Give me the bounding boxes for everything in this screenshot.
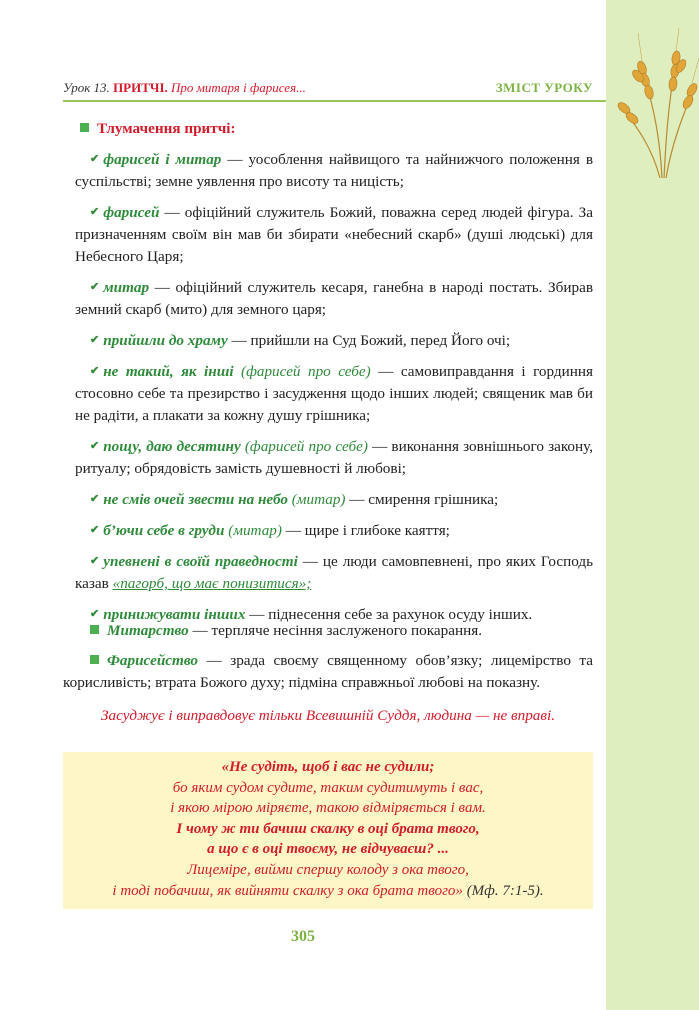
item-text: — уособлення найвищого та найнижчого положення в суспільстві; земне уявлення про висоту та ницість; <box>75 151 594 190</box>
item-text: — щире і глибоке каяття; <box>285 522 450 539</box>
item-term: митар <box>103 279 150 296</box>
checkmark-icon: ✔ <box>90 153 100 165</box>
interpretation-item <box>75 550 593 595</box>
checkmark-icon: ✔ <box>90 365 100 377</box>
page-header <box>63 80 593 100</box>
interpretation-item <box>75 488 593 511</box>
checkmark-icon: ✔ <box>90 493 100 505</box>
scripture-quote <box>63 752 593 909</box>
bullet-square-icon <box>90 625 99 634</box>
quote-line: і якою мірою міряєте, такою відміряється і вам. <box>170 800 486 817</box>
item-text: — смирення грішника; <box>349 491 499 508</box>
checkmark-icon: ✔ <box>90 608 100 620</box>
bullet-square-icon <box>90 655 99 664</box>
item-text: — виконання зовнішнього закону, ритуалу; обрядовість замість душевності й любові; <box>75 438 594 477</box>
interpretation-item <box>75 148 593 193</box>
quote-line: бо яким судом судите, таким судитимуть і вас, <box>172 779 484 796</box>
item-text: — самовиправдання і гординня стосовно себе та презирство і засудження щодо інших людей; священик мав би не радіти, а плакати за кожну душу грішника; <box>75 363 594 424</box>
interpretation-item <box>75 519 593 542</box>
checkmark-icon: ✔ <box>90 440 100 452</box>
lesson-subtitle: Про митаря і фарисея... <box>171 80 306 95</box>
quote-line: «Не судіть, щоб і вас не судили; <box>221 759 435 775</box>
item-text: — офіційний служитель кесаря, ганебна в народі постать. Збирав земний скарб (мито) для земного царя; <box>75 279 593 318</box>
item-text: — піднесення себе за рахунок осуду інших. <box>249 606 533 623</box>
interpretation-heading: Тлумачення притчі: <box>80 118 593 140</box>
item-term: принижувати інших <box>103 606 246 623</box>
item-term: фарисей і митар <box>103 151 222 168</box>
interpretation-item <box>75 329 593 352</box>
item-term: пощу, даю десятину <box>103 438 241 455</box>
summary-statement: Засуджує і виправдовує тільки Всевишній Суддя, людина — не вправі. <box>100 707 556 724</box>
lesson-topic: ПРИТЧІ. <box>113 80 168 95</box>
checkmark-icon: ✔ <box>90 281 100 293</box>
bullet-square-icon <box>80 123 89 132</box>
item-term: упевнені в своїй праведності <box>103 553 298 570</box>
item-text: — це люди самовпевнені, про яких Господь казав <box>75 553 594 592</box>
wheat-decoration-icon <box>602 28 699 178</box>
interpretation-item <box>75 435 593 480</box>
interpretation-item <box>75 201 593 268</box>
checkmark-icon: ✔ <box>90 206 100 218</box>
interpretation-list <box>75 148 594 626</box>
definition-item: Фарисейство — зрада своєму священному обов’язку; лицемірство та корисливість; втрата Божого духу; підміна справжньої любові на показну. <box>63 652 593 691</box>
header-divider <box>63 100 606 102</box>
interpretation-item <box>75 360 593 427</box>
checkmark-icon: ✔ <box>90 334 100 346</box>
definition-item: Митарство — терпляче несіння заслуженого покарання. <box>90 620 593 642</box>
checkmark-icon: ✔ <box>90 555 100 567</box>
page-number: 305 <box>291 928 315 945</box>
item-note: (фарисей про себе) <box>244 438 368 455</box>
quote-line: і тоді побачиш, як вийняти скалку з ока брата твого» (Мф. 7:1-5). <box>112 882 544 899</box>
interpretation-item <box>75 276 593 321</box>
item-term: прийшли до храму <box>103 332 228 349</box>
section-label: ЗМІСТ УРОКУ <box>495 80 593 95</box>
item-term: фарисей <box>103 204 160 221</box>
checkmark-icon: ✔ <box>90 524 100 536</box>
interpretation-section <box>75 118 594 634</box>
item-term: не смів очей звести на небо <box>103 491 288 508</box>
quote-line: а що є в оці твоєму, не відчуваєш? ... <box>207 841 449 858</box>
item-term: не такий, як інші <box>103 363 234 380</box>
quote-line: І чому ж ти бачиш скалку в оці брата твого, <box>176 820 480 837</box>
item-note: (митар) <box>291 491 346 508</box>
quote-reference: (Мф. 7:1-5). <box>466 882 544 899</box>
item-text: — офіційний служитель Божий, поважна серед людей фігура. За призначенням своїм він мав би збирати «небесний скарб» (душі людські) для Небесного Царя; <box>75 204 593 265</box>
item-quote: «пагорб, що має понизитися»; <box>112 575 312 592</box>
item-term: б’ючи себе в груди <box>103 522 225 539</box>
quote-line: Лицеміре, вийми спершу колоду з ока твого, <box>187 861 469 878</box>
definitions <box>63 620 593 694</box>
item-text: — прийшли на Суд Божий, перед Його очі; <box>231 332 511 349</box>
item-note: (митар) <box>228 522 282 539</box>
item-note: (фарисей про себе) <box>241 363 371 380</box>
lesson-number: Урок 13. <box>63 80 110 95</box>
